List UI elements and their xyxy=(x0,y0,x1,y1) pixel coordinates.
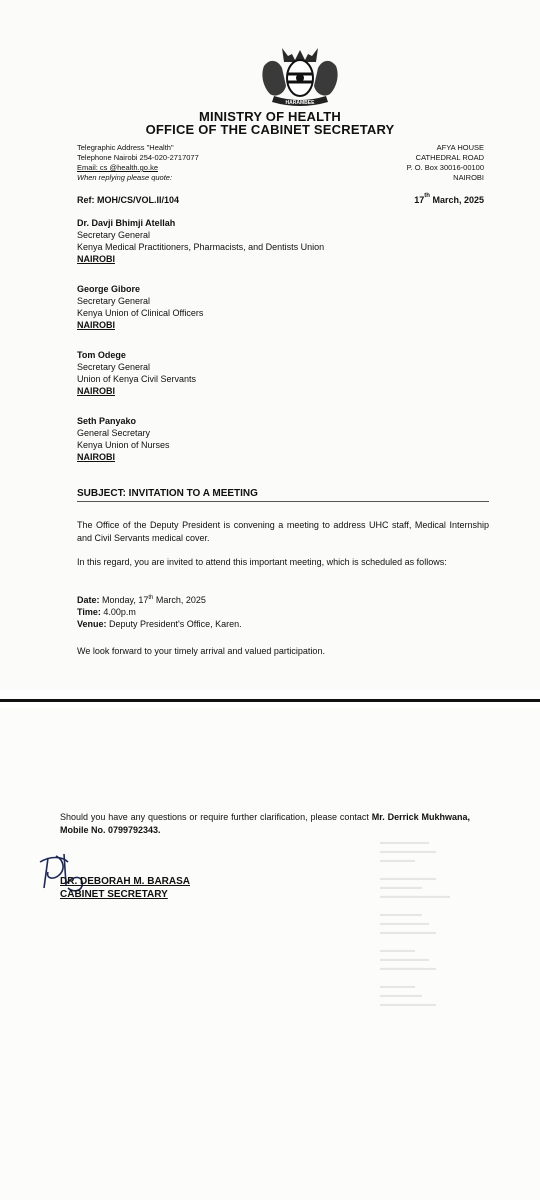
quote-note: When replying please quote: xyxy=(77,173,173,182)
recipient-block xyxy=(77,217,324,265)
bleed-through-text: ▬▬▬▬▬▬▬ ▬▬▬▬▬▬▬▬ ▬▬▬▬▬ ▬▬▬▬▬▬▬▬ ▬▬▬▬▬▬ ▬▬▬▬▬▬▬▬▬▬ ▬▬▬▬▬▬ ▬▬▬▬▬▬▬ ▬▬▬▬▬▬▬▬ ▬▬▬▬▬ ▬▬▬▬▬▬▬ ▬▬▬▬▬▬▬▬ ▬▬▬▬▬ ▬▬▬▬▬▬ ▬▬▬▬▬▬▬▬ xyxy=(380,839,450,1008)
recipient-title: General Secretary xyxy=(77,428,151,438)
recipient-title: Secretary General xyxy=(77,296,151,306)
recipient-title: Secretary General xyxy=(77,362,151,372)
coat-of-arms-icon xyxy=(252,44,348,108)
signer-name: DR. DEBORAH M. BARASA xyxy=(60,876,190,887)
contact-paragraph: Should you have any questions or require further clarification, please contact Mr. Derrick Mukhwana, Mobile No. 0799792343. xyxy=(60,812,470,835)
meeting-venue: Venue: Deputy President's Office, Karen. xyxy=(77,619,242,629)
email: Email: cs @health.go.ke xyxy=(77,163,158,172)
body-paragraph-3: We look forward to your timely arrival and valued participation. xyxy=(77,646,325,656)
address-line-4: NAIROBI xyxy=(453,173,484,182)
recipient-city: NAIROBI xyxy=(77,452,115,462)
recipient-title: Secretary General xyxy=(77,230,151,240)
recipient-org: Kenya Union of Clinical Officers xyxy=(77,308,204,318)
address-line-2: CATHEDRAL ROAD xyxy=(415,153,484,162)
letter-date: 17th March, 2025 xyxy=(414,193,484,205)
recipient-block xyxy=(77,415,170,463)
recipient-city: NAIROBI xyxy=(77,254,115,264)
recipient-name: Seth Panyako xyxy=(77,416,137,426)
recipient-city: NAIROBI xyxy=(77,386,115,396)
address-line-1: AFYA HOUSE xyxy=(436,143,484,152)
meeting-date: Date: Monday, 17th March, 2025 xyxy=(77,595,206,605)
signer-title: CABINET SECRETARY xyxy=(60,889,168,900)
recipient-block xyxy=(77,349,196,397)
recipient-name: Dr. Davji Bhimji Atellah xyxy=(77,218,176,228)
recipient-block xyxy=(77,283,203,331)
page-divider xyxy=(0,699,540,702)
recipient-name: George Gibore xyxy=(77,284,141,294)
body-paragraph-1: The Office of the Deputy President is convening a meeting to address UHC staff, Medical Internship and Civil Servants medical cover. xyxy=(77,520,489,543)
reference-number: Ref: MOH/CS/VOL.II/104 xyxy=(77,195,180,205)
recipient-name: Tom Odege xyxy=(77,350,126,360)
contact-right xyxy=(407,143,484,183)
address-line-3: P. O. Box 30016-00100 xyxy=(406,163,484,172)
body-paragraph-2: In this regard, you are invited to attend this important meeting, which is scheduled as follows: xyxy=(77,557,447,567)
meeting-time: Time: 4.00p.m xyxy=(77,607,136,617)
recipient-org: Kenya Medical Practitioners, Pharmacists, and Dentists Union xyxy=(77,242,325,252)
recipient-org: Union of Kenya Civil Servants xyxy=(77,374,197,384)
telegraphic-address: Telegraphic Address "Health" xyxy=(77,143,174,152)
subject-line: SUBJECT: INVITATION TO A MEETING xyxy=(77,488,489,502)
ministry-title: MINISTRY OF HEALTH xyxy=(198,109,342,124)
telephone: Telephone Nairobi 254-020-2717077 xyxy=(77,153,199,162)
recipient-org: Kenya Union of Nurses xyxy=(77,440,170,450)
recipient-city: NAIROBI xyxy=(77,320,115,330)
contact-left xyxy=(77,143,199,183)
office-title: OFFICE OF THE CABINET SECRETARY xyxy=(145,122,395,137)
svg-text:HARAMBEE: HARAMBEE xyxy=(285,100,315,106)
letter-page-2 xyxy=(0,708,540,1200)
